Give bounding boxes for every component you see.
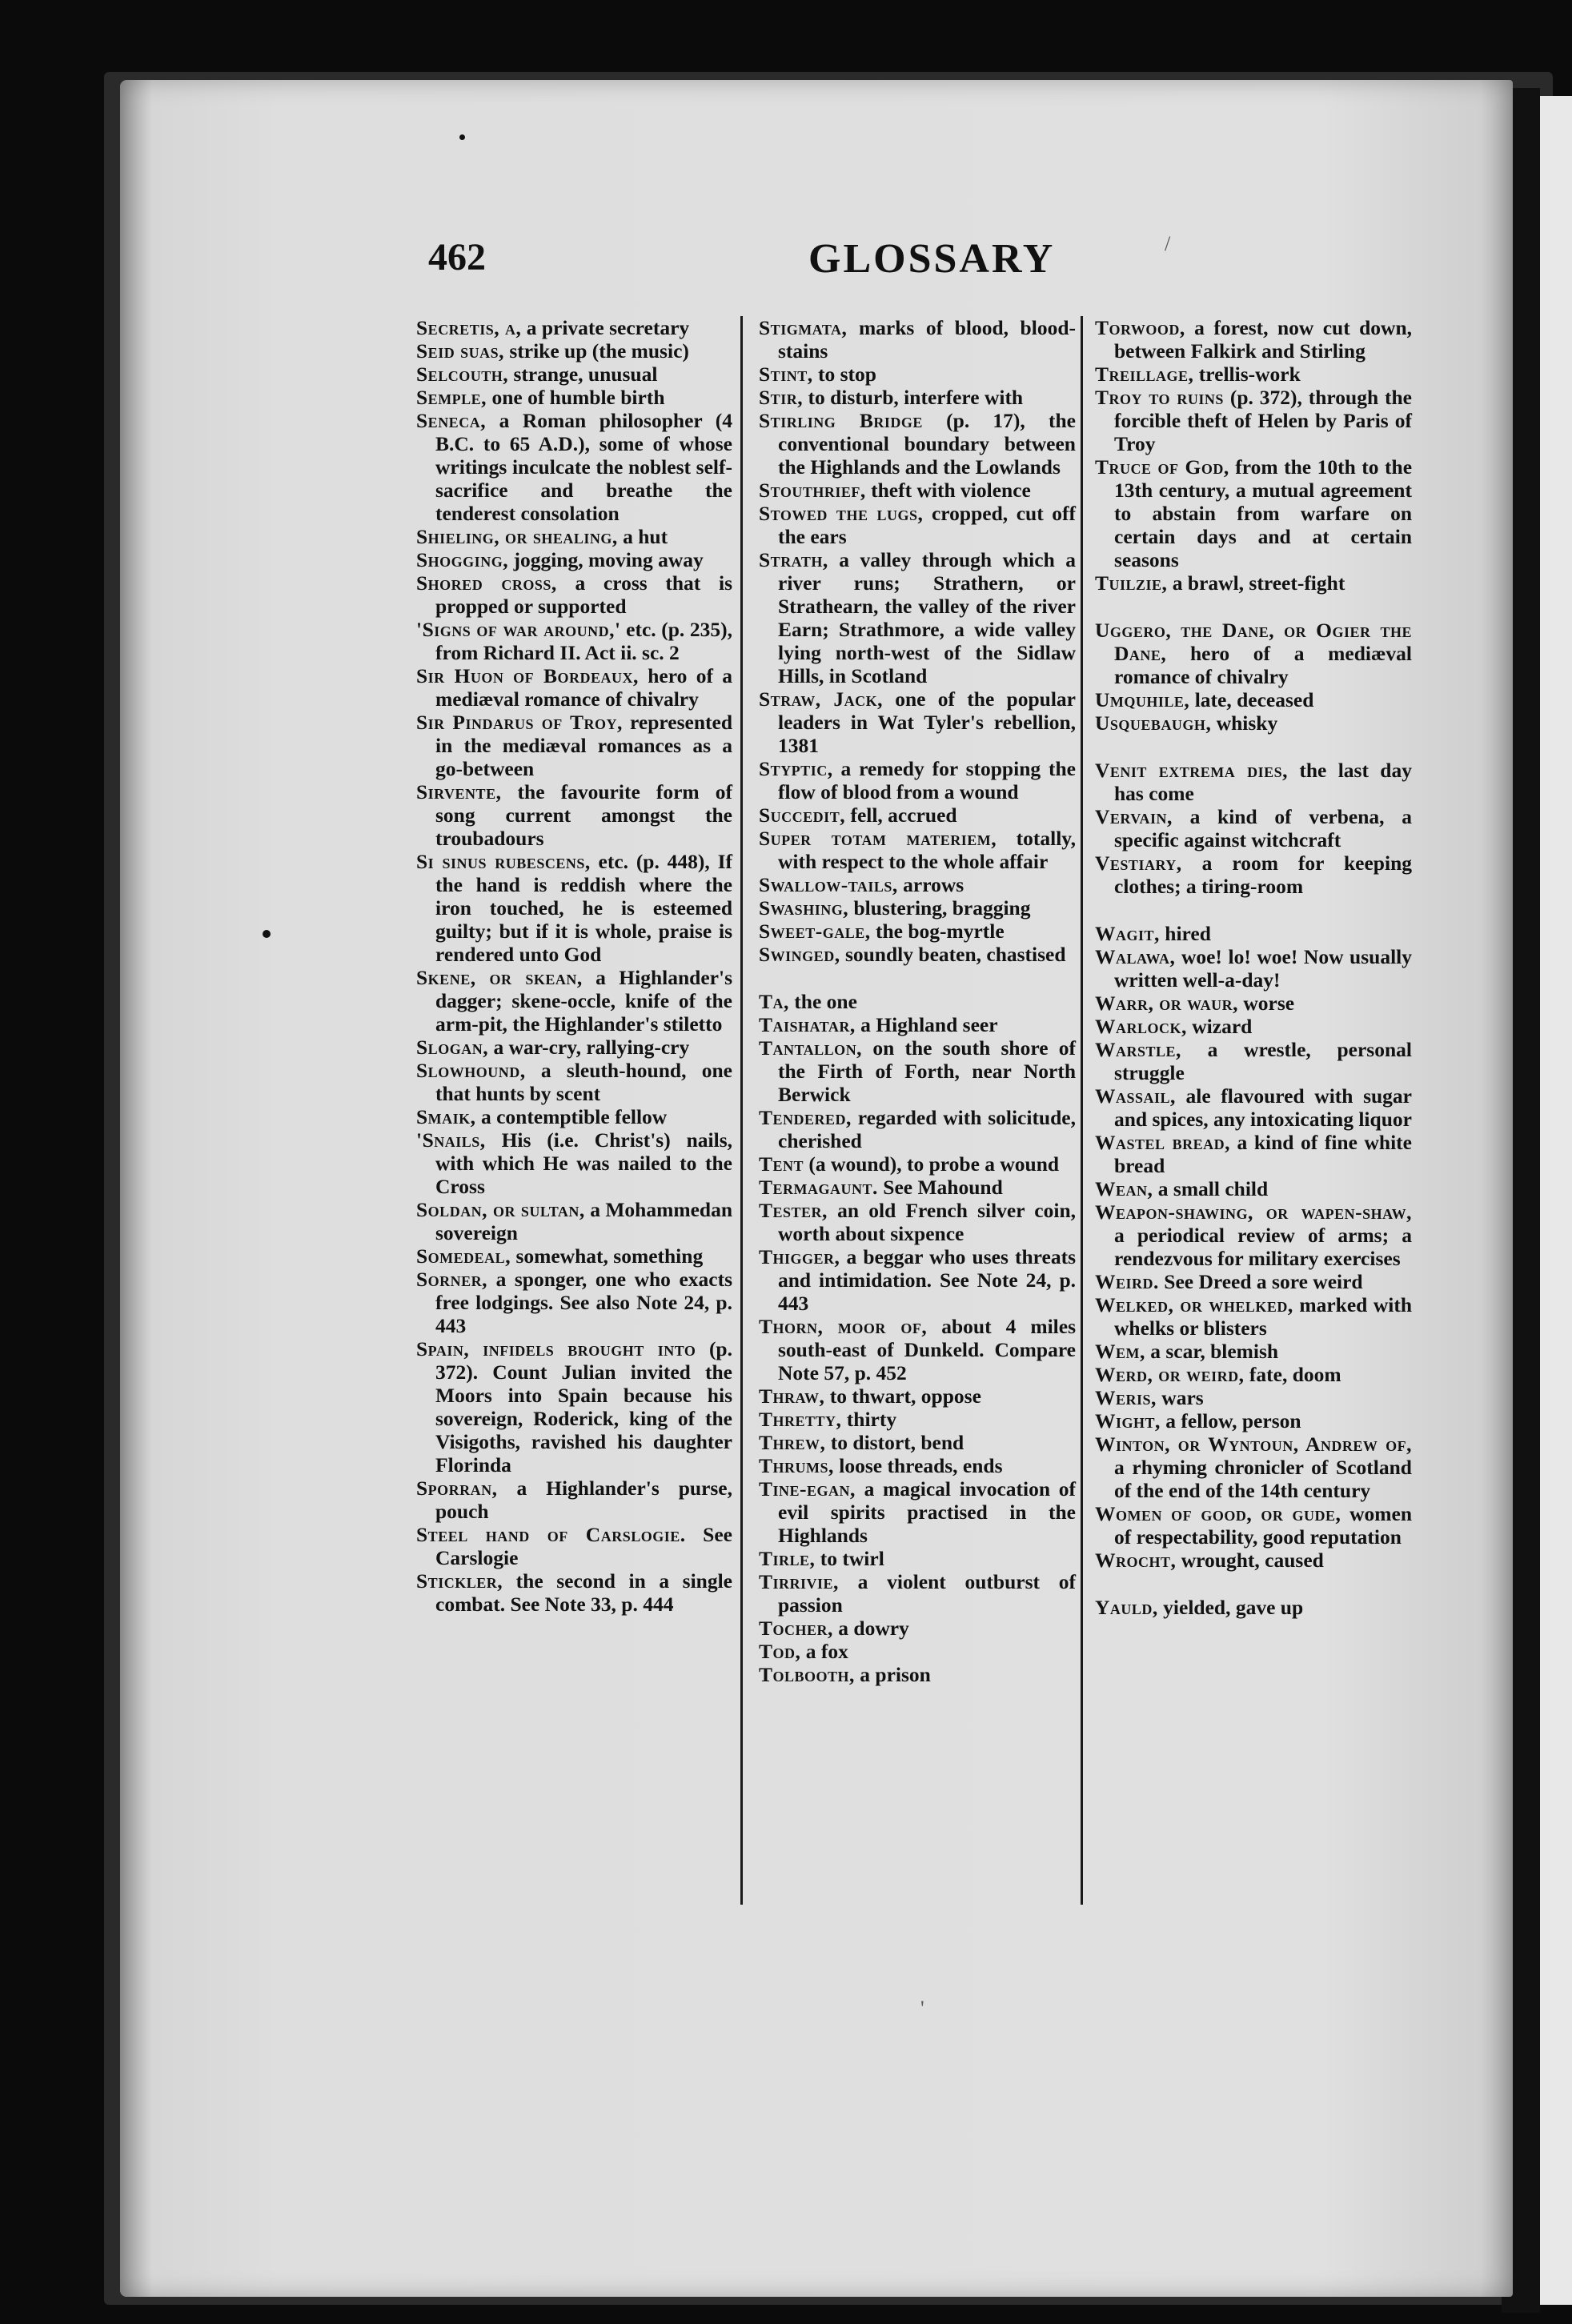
headword: Usquebaugh, [1095, 711, 1212, 735]
headword: Thretty, [759, 1408, 842, 1431]
definition: a sponger, one who exacts free lodgings. See also Note 24, p. 443 [435, 1268, 732, 1337]
definition: a scar, blemish [1150, 1340, 1279, 1363]
definition: the one [794, 990, 857, 1013]
glossary-entry [416, 664, 732, 711]
glossary-entry [1095, 759, 1412, 805]
definition: loose threads, ends [839, 1454, 1003, 1477]
definition: His (i.e. Christ's) nails, with which He was nailed to the Cross [435, 1128, 733, 1198]
headword: Truce of God, [1095, 455, 1229, 479]
glossary-entry [416, 571, 732, 618]
definition: a remedy for stopping the flow of blood from a wound [778, 757, 1076, 803]
headword: Sporran, [416, 1477, 498, 1500]
headword: Women of good, or gude, [1095, 1502, 1341, 1525]
definition: strange, unusual [513, 363, 658, 386]
headword: Yauld, [1095, 1596, 1158, 1619]
definition: See Mahound [883, 1176, 1003, 1199]
glossary-entry [1095, 1549, 1412, 1572]
glossary-entry [416, 1477, 732, 1523]
definition: to stop [817, 363, 876, 386]
definition: somewhat, something [515, 1244, 704, 1268]
definition: a small child [1157, 1177, 1269, 1200]
definition: a fellow, person [1165, 1409, 1301, 1432]
glossary-entry [759, 1640, 1076, 1663]
definition: theft with violence [871, 479, 1031, 502]
glossary-entry [759, 479, 1076, 502]
definition: marked with whelks or blisters [1114, 1293, 1413, 1340]
glossary-entry [416, 1128, 732, 1198]
headword: Stint, [759, 363, 813, 386]
glossary-entry [759, 1431, 1076, 1454]
headword: Warlock, [1095, 1015, 1187, 1038]
glossary-entry [1095, 1270, 1412, 1293]
glossary-entry [1095, 688, 1412, 711]
headword: Stowed the lugs, [759, 502, 924, 525]
definition: the favourite form of song current amongst the troubadours [435, 780, 732, 850]
pencil-mark: ' [920, 1997, 924, 2020]
definition: etc. (p. 448), If the hand is reddish where the iron touched, he is esteemed guilty; but if it is whole, praise is rendered unto God [435, 850, 732, 966]
headword: Selcouth, [416, 363, 509, 386]
definition: to twirl [820, 1547, 884, 1570]
glossary-entry [759, 548, 1076, 687]
definition: an old French silver coin, worth about sixpence [778, 1199, 1076, 1245]
headword: Skene, or skean, [416, 966, 583, 989]
headword: Threw, [759, 1431, 826, 1454]
glossary-entry [1095, 1084, 1412, 1131]
definition: arrows [903, 873, 964, 896]
definition: jogging, moving away [513, 548, 704, 571]
glossary-entry [416, 1244, 732, 1268]
headword: Treillage, [1095, 363, 1194, 386]
glossary-column-2 [759, 316, 1076, 1686]
definition: soundly beaten, chastised [844, 943, 1066, 966]
definition: trellis-work [1198, 363, 1301, 386]
glossary-entry [1095, 455, 1412, 571]
glossary-entry [1095, 851, 1412, 898]
definition: from the 10th to the 13th century, a mutual agreement to abstain from warfare on certain days and at certain seasons [1114, 455, 1413, 571]
glossary-entry [759, 386, 1076, 409]
headword: Strath, [759, 548, 828, 571]
glossary-entry [759, 896, 1076, 920]
definition: a Highland seer [860, 1013, 998, 1036]
glossary-entry [759, 1106, 1076, 1152]
headword: Somedeal, [416, 1244, 511, 1268]
definition: represented in the mediæval romances as a go-between [435, 711, 732, 780]
headword: Tantallon, [759, 1036, 863, 1060]
definition: a periodical review of arms; a rendezvous for military exercises [1114, 1224, 1412, 1270]
glossary-entry [759, 1245, 1076, 1315]
definition: fell, accrued [850, 803, 957, 827]
headword: Torwood, [1095, 316, 1185, 339]
definition: a forest, now cut down, between Falkirk and Stirling [1114, 316, 1412, 363]
headword: Wight, [1095, 1409, 1161, 1432]
headword: Si sinus rubescens, [416, 850, 591, 873]
definition: etc. (p. 235), from Richard II. Act ii. sc. 2 [435, 618, 733, 664]
glossary-entry [416, 1523, 732, 1569]
headword: Tolbooth, [759, 1663, 855, 1686]
definition: strike up (the music) [509, 339, 689, 363]
glossary-entry [759, 873, 1076, 896]
glossary-entry [1095, 945, 1412, 992]
glossary-entry [759, 990, 1076, 1013]
headword: Umquhile, [1095, 688, 1190, 711]
pencil-mark: / [1165, 232, 1171, 255]
glossary-entry [416, 1036, 732, 1059]
headword: Stouthrief, [759, 479, 866, 502]
headword: Tod, [759, 1640, 801, 1663]
glossary-entry [759, 363, 1076, 386]
glossary-entry [759, 1013, 1076, 1036]
definition: (a wound), to probe a wound [808, 1152, 1060, 1176]
definition: hero of a mediæval romance of chivalry [1114, 642, 1412, 688]
definition: a brawl, street-fight [1172, 571, 1345, 595]
headword: Succedit, [759, 803, 846, 827]
definition: late, deceased [1194, 688, 1314, 711]
headword: Seneca, [416, 409, 487, 432]
glossary-entry [759, 1152, 1076, 1176]
headword: Welked, or whelked, [1095, 1293, 1293, 1316]
definition: to thwart, oppose [829, 1384, 981, 1408]
headword: Sir Huon of Bordeaux, [416, 664, 639, 687]
headword: Sir Pindarus of Troy, [416, 711, 623, 734]
headword: Steel hand of Carslogie. [416, 1523, 686, 1546]
glossary-entry [1095, 711, 1412, 735]
definition: a prison [860, 1663, 931, 1686]
glossary-entry [1095, 316, 1412, 363]
definition: the bog-myrtle [875, 920, 1005, 943]
headword: Styptic, [759, 757, 833, 780]
definition: a contemptible fellow [480, 1105, 668, 1128]
headword: Winton, or Wyntoun, Andrew of, [1095, 1432, 1412, 1456]
letter-section-gap [1095, 1572, 1412, 1596]
definition: a rhyming chronicler of Scotland of the end of the 14th century [1114, 1456, 1412, 1502]
glossary-entry [759, 1176, 1076, 1199]
glossary-entry [416, 1569, 732, 1616]
definition: a Roman philosopher (4 B.C. to 65 A.D.), some of whose writings inculcate the noblest self-sacrifice and breathe the tenderest consolation [435, 409, 733, 525]
glossary-entry [1095, 922, 1412, 945]
glossary-entry [1095, 805, 1412, 851]
headword: Tirrivie, [759, 1570, 839, 1593]
definition: fate, doom [1249, 1363, 1341, 1386]
definition: thirty [846, 1408, 897, 1431]
headword: Smaik, [416, 1105, 476, 1128]
headword: Swallow-tails, [759, 873, 898, 896]
glossary-entry [416, 316, 732, 339]
definition: worse [1243, 992, 1295, 1015]
glossary-entry [1095, 571, 1412, 595]
glossary-entry [1095, 1200, 1412, 1270]
glossary-entry [416, 850, 732, 966]
glossary-entry [1095, 1432, 1412, 1502]
headword: Troy to ruins [1095, 386, 1224, 409]
headword: Thigger, [759, 1245, 840, 1268]
running-head: GLOSSARY [808, 236, 1056, 282]
headword: Werd, or weird, [1095, 1363, 1245, 1386]
definition: (p. 17), the conventional boundary between the Highlands and the Lowlands [778, 409, 1076, 479]
headword: Warstle, [1095, 1038, 1181, 1061]
definition: a violent outburst of passion [778, 1570, 1076, 1617]
glossary-entry [759, 1454, 1076, 1477]
definition: women of respectability, good reputation [1114, 1502, 1413, 1549]
headword: Soldan, or sultan, [416, 1198, 585, 1221]
headword: Stigmata, [759, 316, 848, 339]
glossary-entry [759, 316, 1076, 363]
glossary-entry [759, 1384, 1076, 1408]
headword: Stickler, [416, 1569, 503, 1593]
speck [459, 134, 465, 140]
headword: Thrums, [759, 1454, 834, 1477]
headword: Shored cross, [416, 571, 557, 595]
glossary-entry [759, 1315, 1076, 1384]
page-number: 462 [428, 236, 486, 278]
definition: (p. 372). Count Julian invited the Moors into Spain because his sovereign, Roderick, king of the Visigoths, ravished his daughter Florinda [435, 1337, 732, 1477]
headword: Tirle, [759, 1547, 816, 1570]
glossary-entry [759, 409, 1076, 479]
headword: Thorn, moor of, [759, 1315, 928, 1338]
headword: Vestiary, [1095, 851, 1182, 875]
definition: wrought, caused [1181, 1549, 1324, 1572]
glossary-entry [1095, 1038, 1412, 1084]
definition: hero of a mediæval romance of chivalry [435, 664, 733, 711]
headword: Tent [759, 1152, 804, 1176]
headword: Sorner, [416, 1268, 488, 1291]
headword: Spain, infidels brought into [416, 1337, 696, 1360]
glossary-entry [759, 1199, 1076, 1245]
definition: a kind of verbena, a specific against witchcraft [1114, 805, 1412, 851]
definition: hired [1165, 922, 1211, 945]
glossary-entry [759, 687, 1076, 757]
definition: a fox [805, 1640, 848, 1663]
headword: Stir, [759, 386, 804, 409]
headword: Walawa, [1095, 945, 1176, 968]
headword: Wastel bread, [1095, 1131, 1230, 1154]
headword: Slowhound, [416, 1059, 526, 1082]
definition: a room for keeping clothes; a tiring-room [1114, 851, 1413, 898]
headword: Tester, [759, 1199, 828, 1222]
glossary-entry [416, 409, 732, 525]
definition: a valley through which a river runs; Strathern, or Strathearn, the valley of the river Earn; Strathmore, a wide valley lying north-west of the Sidlaw Hills, in Scotland [778, 548, 1076, 687]
headword: Sirvente, [416, 780, 502, 803]
letter-section-gap [759, 966, 1076, 990]
definition: a private secretary [526, 316, 690, 339]
headword: Venit extrema dies, [1095, 759, 1289, 782]
glossary-entry [759, 943, 1076, 966]
glossary-entry [1095, 1131, 1412, 1177]
letter-section-gap [1095, 735, 1412, 759]
definition: a cross that is propped or supported [435, 571, 733, 618]
glossary-entry [416, 339, 732, 363]
headword: 'Signs of war around,' [416, 618, 621, 641]
glossary-entry [1095, 619, 1412, 688]
definition: a wrestle, personal struggle [1114, 1038, 1413, 1084]
definition: to distort, bend [830, 1431, 964, 1454]
headword: Wagit, [1095, 922, 1160, 945]
glossary-entry [759, 1547, 1076, 1570]
definition: totally, with respect to the whole affair [778, 827, 1077, 873]
glossary-entry [759, 1570, 1076, 1617]
glossary-column-1 [416, 316, 732, 1616]
headword: Seid suas, [416, 339, 504, 363]
definition: a Mohammedan sovereign [435, 1198, 733, 1244]
headword: Tendered, [759, 1106, 852, 1129]
definition: regarded with solicitude, cherished [778, 1106, 1076, 1152]
letter-section-gap [1095, 595, 1412, 619]
headword: Termagaunt. [759, 1176, 878, 1199]
glossary-entry [1095, 992, 1412, 1015]
glossary-entry [1095, 363, 1412, 386]
headword: Ta, [759, 990, 789, 1013]
headword: Semple, [416, 386, 487, 409]
definition: wars [1161, 1386, 1204, 1409]
headword: Sweet-gale, [759, 920, 871, 943]
headword: Taishatar, [759, 1013, 856, 1036]
definition: See Carslogie [435, 1523, 732, 1569]
definition: a hut [623, 525, 668, 548]
headword: Slogan, [416, 1036, 489, 1059]
definition: a beggar who uses threats and intimidation. See Note 24, p. 443 [778, 1245, 1076, 1315]
headword: Shieling, or shealing, [416, 525, 618, 548]
definition: a dowry [838, 1617, 909, 1640]
headword: Swinged, [759, 943, 840, 966]
definition: a kind of fine white bread [1114, 1131, 1412, 1177]
definition: one of the popular leaders in Wat Tyler's rebellion, 1381 [778, 687, 1076, 757]
definition: ale flavoured with sugar and spices, any intoxicating liquor [1114, 1084, 1412, 1131]
glossary-entry [1095, 1293, 1412, 1340]
headword: Thraw, [759, 1384, 825, 1408]
definition: yielded, gave up [1163, 1596, 1304, 1619]
definition: (p. 372), through the forcible theft of Helen by Paris of Troy [1114, 386, 1412, 455]
headword: Wrocht, [1095, 1549, 1177, 1572]
headword: Super totam materiem, [759, 827, 997, 850]
headword: Wem, [1095, 1340, 1145, 1363]
headword: Tocher, [759, 1617, 833, 1640]
glossary-entry [416, 386, 732, 409]
column-rule [740, 316, 743, 1905]
headword: Uggero, the Dane, or Ogier the Dane, [1095, 619, 1412, 665]
headword: Swashing, [759, 896, 849, 920]
glossary-entry [416, 1105, 732, 1128]
column-rule [1081, 316, 1083, 1905]
definition: to disturb, interfere with [808, 386, 1024, 409]
glossary-entry [416, 525, 732, 548]
headword: Tine-egan, [759, 1477, 856, 1501]
definition: the last day has come [1114, 759, 1412, 805]
next-page-edge [1540, 96, 1572, 2305]
headword: 'Snails, [416, 1128, 486, 1152]
glossary-entry [1095, 1502, 1412, 1549]
headword: Weapon-shawing, or wapen-shaw, [1095, 1200, 1412, 1224]
glossary-entry [1095, 1177, 1412, 1200]
headword: Wassail, [1095, 1084, 1176, 1108]
glossary-entry [759, 1477, 1076, 1547]
glossary-entry [416, 966, 732, 1036]
glossary-entry [1095, 1340, 1412, 1363]
definition: a sleuth-hound, one that hunts by scent [435, 1059, 732, 1105]
headword: Warr, or waur, [1095, 992, 1238, 1015]
glossary-entry [759, 803, 1076, 827]
headword: Weird. [1095, 1270, 1159, 1293]
definition: marks of blood, blood-stains [778, 316, 1076, 363]
headword: Weris, [1095, 1386, 1157, 1409]
glossary-entry [759, 1663, 1076, 1686]
glossary-entry [1095, 1363, 1412, 1386]
headword: Stirling Bridge [759, 409, 923, 432]
glossary-entry [416, 618, 732, 664]
glossary-entry [416, 711, 732, 780]
glossary-entry [759, 1617, 1076, 1640]
definition: the second in a single combat. See Note 33, p. 444 [435, 1569, 732, 1616]
glossary-column-3 [1095, 316, 1412, 1619]
definition: a Highlander's dagger; skene-occle, knife of the arm-pit, the Highlander's stiletto [435, 966, 732, 1036]
glossary-entry [416, 548, 732, 571]
speck [263, 930, 271, 938]
definition: one of humble birth [491, 386, 665, 409]
headword: Wean, [1095, 1177, 1153, 1200]
headword: Shogging, [416, 548, 509, 571]
definition: about 4 miles south-east of Dunkeld. Compare Note 57, p. 452 [778, 1315, 1077, 1384]
glossary-entry [759, 920, 1076, 943]
glossary-entry [759, 1408, 1076, 1431]
glossary-entry [1095, 1386, 1412, 1409]
headword: Vervain, [1095, 805, 1173, 828]
definition: See Dreed a sore weird [1164, 1270, 1363, 1293]
definition: wizard [1192, 1015, 1253, 1038]
glossary-entry [416, 363, 732, 386]
definition: a magical invocation of evil spirits practised in the Highlands [778, 1477, 1076, 1547]
definition: whisky [1216, 711, 1278, 735]
glossary-entry [416, 1059, 732, 1105]
definition: blustering, bragging [853, 896, 1031, 920]
glossary-entry [1095, 386, 1412, 455]
glossary-entry [416, 1198, 732, 1244]
headword: Tuilzie, [1095, 571, 1168, 595]
glossary-entry [1095, 1409, 1412, 1432]
glossary-entry [416, 1337, 732, 1477]
glossary-entry [1095, 1015, 1412, 1038]
definition: a Highlander's purse, pouch [435, 1477, 733, 1523]
glossary-entry [416, 1268, 732, 1337]
definition: on the south shore of the Firth of Forth, near North Berwick [778, 1036, 1077, 1106]
glossary-entry [1095, 1596, 1412, 1619]
glossary-entry [759, 502, 1076, 548]
definition: a war-cry, rallying-cry [493, 1036, 690, 1059]
glossary-entry [759, 1036, 1076, 1106]
definition: woe! lo! woe! Now usually written well-a-day! [1114, 945, 1412, 992]
glossary-entry [759, 757, 1076, 803]
glossary-entry [416, 780, 732, 850]
headword: Secretis, a, [416, 316, 522, 339]
letter-section-gap [1095, 898, 1412, 922]
headword: Straw, Jack, [759, 687, 883, 711]
glossary-entry [759, 827, 1076, 873]
definition: cropped, cut off the ears [778, 502, 1077, 548]
